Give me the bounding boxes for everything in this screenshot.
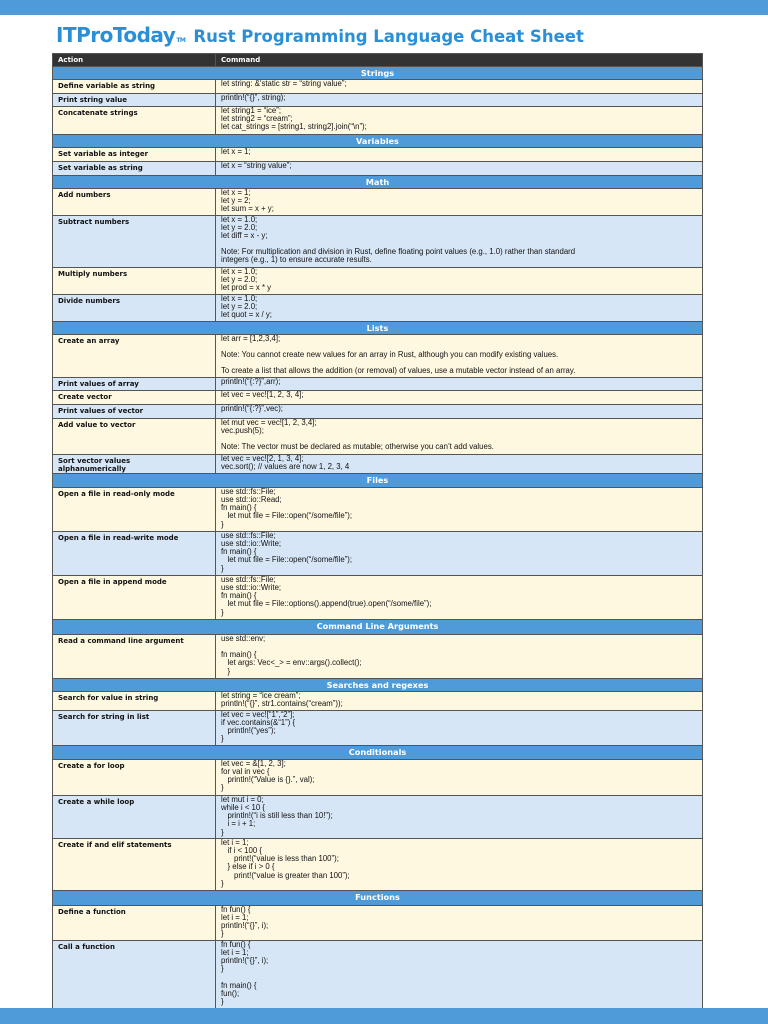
command-cell: let string = “ice cream”; println!(“{}”, str1.contains(“cream”)); (216, 692, 703, 711)
command-cell: fn fun() { let i = 1; println!(“{}”, i); } (216, 906, 703, 941)
action-cell: Open a file in read-write mode (53, 532, 216, 576)
command-cell: use std::env; fn main() { let args: Vec<_> = env::args().collect(); } (216, 635, 703, 679)
command-cell: let x = “string value”; (216, 162, 703, 176)
action-cell: Open a file in append mode (53, 576, 216, 620)
action-cell: Create an array (53, 335, 216, 378)
table-header-row (53, 54, 703, 67)
command-cell: use std::fs::File; use std::io::Write; fn main() { let mut file = File::open(“/some/file”); } (216, 532, 703, 576)
logo-trademark: TM (176, 37, 186, 44)
section-title: Functions (53, 891, 703, 906)
table-row (53, 335, 703, 378)
command-cell: let x = 1; let y = 2; let sum = x + y; (216, 189, 703, 216)
command-cell: println!(“{:?}”,arr); (216, 378, 703, 391)
table-row (53, 711, 703, 746)
action-cell: Read a command line argument (53, 635, 216, 679)
action-cell: Search for string in list (53, 711, 216, 746)
command-cell: let mut i = 0; while i < 10 { println!(“i is still less than 10!”); i = i + 1; } (216, 796, 703, 839)
command-cell: let vec = vec![1, 2, 3, 4]; (216, 391, 703, 405)
action-cell: Print values of vector (53, 405, 216, 419)
section-header-row (53, 679, 703, 692)
command-cell: let x = 1; (216, 148, 703, 162)
action-cell: Print string value (53, 94, 216, 107)
table-row (53, 760, 703, 796)
table-row (53, 488, 703, 532)
table-row (53, 378, 703, 391)
action-cell: Define a function (53, 906, 216, 941)
action-cell: Subtract numbers (53, 216, 216, 268)
action-cell: Create a for loop (53, 760, 216, 796)
table-row (53, 635, 703, 679)
table-row (53, 906, 703, 941)
command-cell: let x = 1.0; let y = 2.0; let diff = x - y; Note: For multiplication and division in Rust, define floating point values (e.g., 1.0) rather than standard integers (e.g., 1) to ensure accurate results. (216, 216, 703, 268)
table-row (53, 189, 703, 216)
action-cell: Multiply numbers (53, 268, 216, 295)
section-header-row (53, 322, 703, 335)
command-cell: let x = 1.0; let y = 2.0; let prod = x * y (216, 268, 703, 295)
command-cell: use std::fs::File; use std::io::Read; fn main() { let mut file = File::open(“/some/file”); } (216, 488, 703, 532)
action-cell: Add numbers (53, 189, 216, 216)
bottom-accent-bar (0, 1008, 768, 1024)
action-cell: Set variable as string (53, 162, 216, 176)
command-cell: fn fun() { let i = 1; println!(“{}”, i); } fn main() { fun(); } (216, 941, 703, 1009)
section-title: Command Line Arguments (53, 620, 703, 635)
section-header-row (53, 67, 703, 80)
page-header (56, 23, 716, 51)
command-cell: println!(“{}”, string); (216, 94, 703, 107)
document-title: Rust Programming Language Cheat Sheet (193, 27, 584, 46)
table-row (53, 107, 703, 135)
command-cell: use std::fs::File; use std::io::Write; fn main() { let mut file = File::options().append(true).open(“/some/file”); } (216, 576, 703, 620)
section-header-row (53, 176, 703, 189)
action-cell: Add value to vector (53, 419, 216, 455)
command-cell: let i = 1; if i < 100 { print!(“value is less than 100”); } else if i > 0 { print!(“value is greater than 100”); } (216, 839, 703, 891)
command-cell: let arr = [1,2,3,4]; Note: You cannot create new values for an array in Rust, although you can modify existing values. To create a list that allows the addition (or removal) of values, use a mutable vector instead of an array. (216, 335, 703, 378)
action-cell: Divide numbers (53, 295, 216, 322)
command-cell: let vec = &[1, 2, 3]; for val in vec { println!(“Value is {}.”, val); } (216, 760, 703, 796)
section-title: Variables (53, 135, 703, 148)
table-row (53, 455, 703, 474)
action-cell: Call a function (53, 941, 216, 1009)
action-cell: Open a file in read-only mode (53, 488, 216, 532)
table-row (53, 94, 703, 107)
action-cell: Create if and elif statements (53, 839, 216, 891)
table-row (53, 80, 703, 94)
cheat-sheet-body (53, 67, 703, 1009)
action-cell: Set variable as integer (53, 148, 216, 162)
action-cell: Create vector (53, 391, 216, 405)
section-title: Conditionals (53, 746, 703, 760)
section-header-row (53, 891, 703, 906)
table-row (53, 941, 703, 1009)
action-cell: Sort vector values alphanumerically (53, 455, 216, 474)
table-row (53, 162, 703, 176)
command-cell: let string1 = “ice”; let string2 = “cream”; let cat_strings = [string1, string2].join(“\n”); (216, 107, 703, 135)
command-cell: let string: &'static str = “string value”; (216, 80, 703, 94)
section-title: Math (53, 176, 703, 189)
column-header-action: Action (53, 54, 216, 67)
section-header-row (53, 620, 703, 635)
table-row (53, 576, 703, 620)
logo-text: ITProToday (56, 23, 176, 47)
table-row (53, 295, 703, 322)
command-cell: let x = 1.0; let y = 2.0; let quot = x / y; (216, 295, 703, 322)
table-row (53, 268, 703, 295)
section-title: Files (53, 474, 703, 488)
itprotoday-logo (56, 23, 185, 47)
table-row (53, 532, 703, 576)
action-cell: Search for value in string (53, 692, 216, 711)
table-row (53, 419, 703, 455)
top-accent-bar (0, 0, 768, 15)
section-header-row (53, 746, 703, 760)
section-title: Lists (53, 322, 703, 335)
section-title: Strings (53, 67, 703, 80)
action-cell: Print values of array (53, 378, 216, 391)
table-row (53, 391, 703, 405)
section-header-row (53, 474, 703, 488)
table-row (53, 796, 703, 839)
action-cell: Create a while loop (53, 796, 216, 839)
table-row (53, 148, 703, 162)
table-row (53, 692, 703, 711)
table-row (53, 405, 703, 419)
command-cell: println!(“{:?}”,vec); (216, 405, 703, 419)
table-row (53, 839, 703, 891)
column-header-command: Command (216, 54, 703, 67)
table-row (53, 216, 703, 268)
command-cell: let vec = vec![“1”,“2”]; if vec.contains(&“1”) { println!(“yes”); } (216, 711, 703, 746)
section-header-row (53, 135, 703, 148)
section-title: Searches and regexes (53, 679, 703, 692)
command-cell: let mut vec = vec![1, 2, 3,4]; vec.push(5); Note: The vector must be declared as mutable; otherwise you can’t add values. (216, 419, 703, 455)
action-cell: Define variable as string (53, 80, 216, 94)
cheat-sheet-table (52, 53, 703, 1009)
action-cell: Concatenate strings (53, 107, 216, 135)
command-cell: let vec = vec![2, 1, 3, 4]; vec.sort(); // values are now 1, 2, 3, 4 (216, 455, 703, 474)
